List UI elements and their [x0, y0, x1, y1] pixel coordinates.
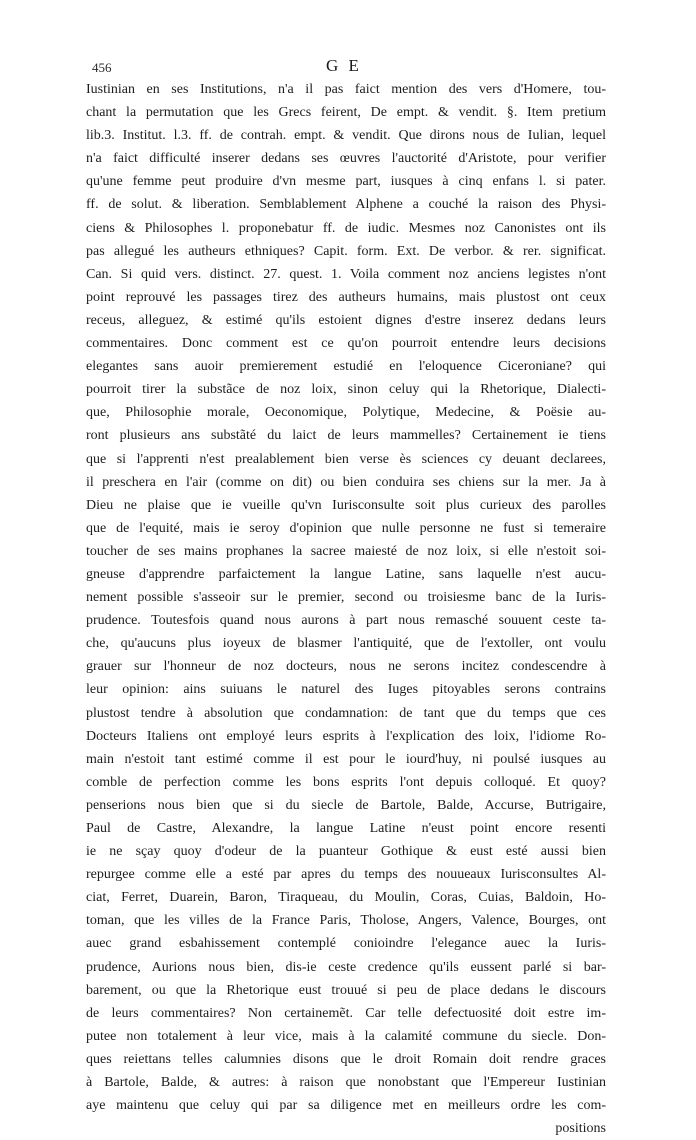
text-line: toucher de ses mains prophanes la sacree maiesté de noz loix, si elle n'estoit soi-: [86, 543, 606, 559]
text-line: ie ne sçay quoy d'odeur de la puanteur Gothique & eust esté aussi bien: [86, 844, 606, 860]
text-line: Dieu ne plaise que ie vueille qu'vn Iurisconsulte soit plus curieux des parolles: [86, 497, 606, 513]
text-line: comble de perfection comme les bons esprits l'ont depuis colloqué. Et quoy?: [86, 774, 606, 790]
text-line: aye maintenu que celuy qui par sa diligence met en meilleurs ordre les com-: [86, 1098, 606, 1114]
text-line: ciens & Philosophes l. proponebatur ff. de iudic. Mesmes noz Canonistes ont ils: [86, 220, 606, 236]
text-line: barement, ou que la Rhetorique eust trouué si peu de place dedans le discours: [86, 982, 606, 998]
text-line: main n'estoit tant estimé comme il est pour le iourd'huy, ni poulsé iusques au: [86, 751, 606, 767]
text-line: putee non totalement à leur vice, mais à la calamité commune du siecle. Don-: [86, 1028, 606, 1044]
text-line: prudence, Aurions nous bien, dis-ie ceste credence qu'ils eussent parlé si bar-: [86, 959, 606, 975]
page-number: 456: [92, 60, 112, 75]
text-line: nement possible s'asseoir sur le premier, second ou troisiesme banc de la Iuris-: [86, 590, 606, 606]
running-head: G E: [326, 56, 362, 75]
text-line: repurgee comme elle a esté par apres du temps des nouueaux Iurisconsultes Al-: [86, 867, 606, 883]
text-line: Docteurs Italiens ont employé leurs esprits à l'explication des loix, l'idiome Ro-: [86, 728, 606, 744]
text-line: chant la permutation que les Grecs feirent, De empt. & vendit. §. Item pretium: [86, 105, 606, 121]
text-line: de leurs commentaires? Non certainemẽt. Car telle defectuosité doit estre im-: [86, 1005, 606, 1021]
text-line: pourroit tirer la substãce de noz loix, sinon celuy qui la Rhetorique, Dialecti-: [86, 382, 606, 398]
text-line: que de l'equité, mais ie seroy d'opinion que nulle personne ne fust si temeraire: [86, 520, 606, 536]
text-line: che, qu'aucuns plus ioyeux de blasmer l'antiquité, que de l'extoller, ont voulu: [86, 636, 606, 652]
text-line: plustost tendre à absolution que condamnation: de tant que du temps que ces: [86, 705, 606, 721]
text-line: pas allegué les autheurs ethniques? Capit. form. Ext. De verbor. & rer. significat.: [86, 243, 606, 259]
text-line: penserions nous bien que si du siecle de Bartole, Balde, Accurse, Butrigaire,: [86, 797, 606, 813]
body-text: [86, 78, 606, 1140]
text-line: Can. Si quid vers. distinct. 27. quest. 1. Voila comment noz anciens legistes n'ont: [86, 266, 606, 282]
text-line: n'a faict difficulté inserer dedans ses œuvres l'auctorité d'Aristote, pour verifier: [86, 151, 606, 167]
text-line: toman, que les villes de la France Paris, Tholose, Angers, Valence, Bourges, ont: [86, 913, 606, 929]
text-line: grauer sur l'honneur de noz docteurs, nous ne serons incitez condescendre à: [86, 659, 606, 675]
text-line: ques reiettans telles calumnies disons que le droit Romain doit rendre graces: [86, 1051, 606, 1067]
text-line: que si l'apprenti n'est prealablement bien verse ès sciences cy deuant declarees,: [86, 451, 606, 467]
text-line: Paul de Castre, Alexandre, la langue Latine n'eust point encore resenti: [86, 821, 606, 836]
text-line: receus, alleguez, & estimé qu'ils estoient dignes d'estre inserez dedans leurs: [86, 312, 606, 328]
text-line: auec grand esbahissement contemplé conioindre l'elegance auec la Iuris-: [86, 936, 606, 952]
text-line: gneuse d'apprendre parfaictement la langue Latine, sans laquelle n'est aucu-: [86, 566, 606, 582]
text-line: Iustinian en ses Institutions, n'a il pas faict mention des vers d'Homere, tou-: [86, 82, 606, 97]
text-line: que, Philosophie morale, Oeconomique, Polytique, Medecine, & Poësie au-: [86, 405, 606, 421]
text-line: lib.3. Institut. l.3. ff. de contrah. empt. & vendit. Que dirons nous de Iulian, lequel: [86, 128, 606, 144]
text-line: commentaires. Donc comment est ce qu'on pourroit entendre leurs decisions: [86, 336, 606, 352]
text-line: leur opinion: ains suiuans le naturel des Iuges pitoyables serons contrains: [86, 682, 606, 698]
catchword: positions: [555, 1121, 606, 1137]
text-line: ff. de solut. & liberation. Semblablement Alphene a couché la raison des Physi-: [86, 197, 606, 213]
text-line: ront plusieurs ans substãté du laict de leurs mammelles? Certainement ie tiens: [86, 428, 606, 444]
text-line: elegantes sans auoir premierement estudié en l'eloquence Ciceroniane? qui: [86, 359, 606, 375]
text-line: prudence. Toutesfois quand nous aurons à part nous remasché souuent ceste ta-: [86, 613, 606, 629]
text-line: à Bartole, Balde, & autres: à raison que nonobstant que l'Empereur Iustinian: [86, 1075, 606, 1091]
text-line: il preschera en l'air (comme on dit) ou bien conduira ses chiens sur la mer. Ja à: [86, 474, 606, 490]
text-line: qu'une femme peut produire d'vn mesme part, iusques à cinq enfans l. si pater.: [86, 174, 606, 190]
text-line: point reprouvé les passages tirez des autheurs humains, mais plustost ont ceux: [86, 289, 606, 305]
text-line: ciat, Ferret, Duarein, Baron, Tiraqueau, du Moulin, Coras, Cuias, Baldoin, Ho-: [86, 890, 606, 906]
